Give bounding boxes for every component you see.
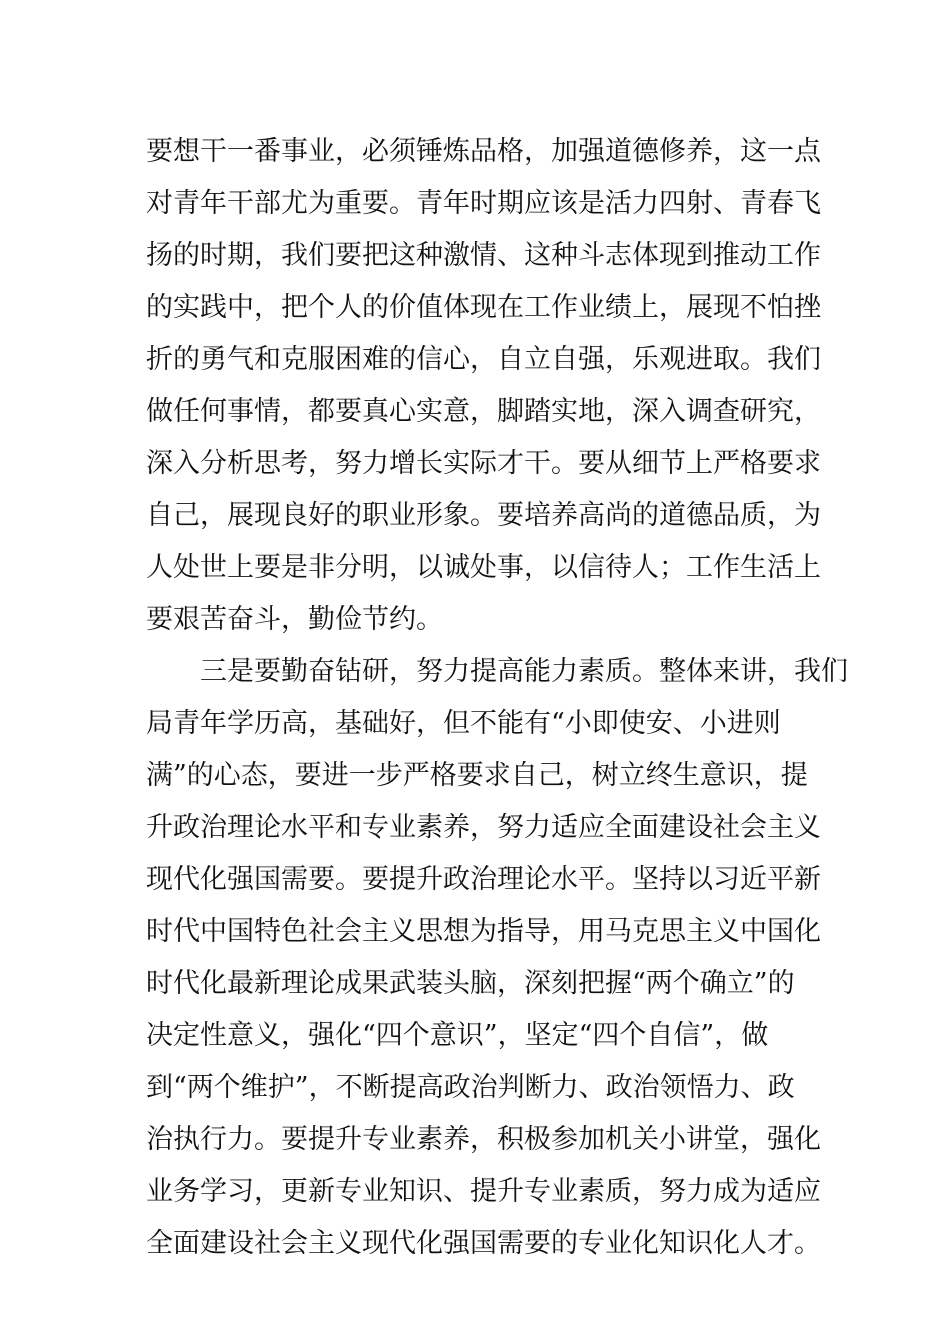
text-line: 要艰苦奋斗，勤俭节约。	[146, 604, 443, 635]
text-line: 折的勇气和克服困难的信心，自立自强，乐观进取。我们	[146, 344, 821, 375]
text-line: 自己，展现良好的职业形象。要培养高尚的道德品质，为	[146, 500, 821, 531]
text-line: 现代化强国需要。要提升政治理论水平。坚持以习近平新	[146, 864, 821, 895]
text-line: 人处世上要是非分明，以诚处事，以信待人；工作生活上	[146, 552, 821, 583]
text-line: 时代化最新理论成果武装头脑，深刻把握“两个确立”的	[146, 968, 795, 999]
text-line: 业务学习，更新专业知识、提升专业素质，努力成为适应	[146, 1176, 821, 1207]
text-line: 局青年学历高，基础好，但不能有“小即使安、小进则	[146, 708, 781, 739]
text-line: 决定性意义，强化“四个意识”，坚定“四个自信”，做	[146, 1020, 769, 1051]
paragraph-start-line: 三是要勤奋钻研，努力提高能力素质。整体来讲，我们	[146, 656, 848, 687]
text-line: 要想干一番事业，必须锤炼品格，加强道德修养，这一点	[146, 136, 821, 167]
text-line: 深入分析思考，努力增长实际才干。要从细节上严格要求	[146, 448, 821, 479]
body-text	[146, 126, 848, 1270]
text-line: 的实践中，把个人的价值体现在工作业绩上，展现不怕挫	[146, 292, 821, 323]
text-line: 全面建设社会主义现代化强国需要的专业化知识化人才。	[146, 1228, 821, 1259]
text-line: 扬的时期，我们要把这种激情、这种斗志体现到推动工作	[146, 240, 821, 271]
text-line: 满”的心态，要进一步严格要求自己，树立终生意识，提	[146, 760, 808, 791]
text-line: 做任何事情，都要真心实意，脚踏实地，深入调查研究，	[146, 396, 821, 427]
text-line: 升政治理论水平和专业素养，努力适应全面建设社会主义	[146, 812, 821, 843]
text-line: 到“两个维护”，不断提高政治判断力、政治领悟力、政	[146, 1072, 795, 1103]
text-line: 时代中国特色社会主义思想为指导，用马克思主义中国化	[146, 916, 821, 947]
text-line: 对青年干部尤为重要。青年时期应该是活力四射、青春飞	[146, 188, 821, 219]
text-line: 治执行力。要提升专业素养，积极参加机关小讲堂，强化	[146, 1124, 821, 1155]
